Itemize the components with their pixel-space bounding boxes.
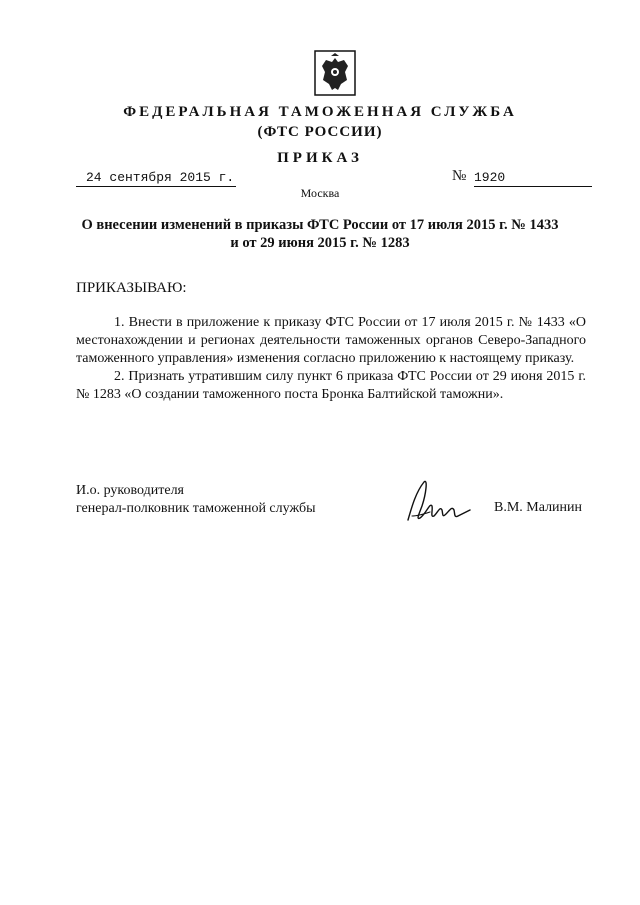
handwritten-signature-icon bbox=[402, 476, 474, 528]
document-city: Москва bbox=[300, 186, 340, 200]
number-sign: № bbox=[452, 168, 467, 184]
title-line-1: О внесении изменений в приказы ФТС России от 17 июля 2015 г. № 1433 bbox=[81, 217, 559, 233]
paragraph-2: 2. Признать утратившим силу пункт 6 приказа ФТС России от 29 июня 2015 г. № 1283 «О создании таможенного поста Бронка Балтийской таможни». bbox=[76, 369, 586, 402]
position-line-2: генерал-полковник таможенной службы bbox=[76, 501, 316, 516]
agency-abbreviation: (ФТС РОССИИ) bbox=[257, 124, 383, 140]
signatory-name: В.М. Малинин bbox=[494, 500, 583, 515]
document-number-field bbox=[452, 168, 592, 186]
coat-of-arms-icon bbox=[314, 50, 356, 96]
title-line-2: и от 29 июня 2015 г. № 1283 bbox=[230, 235, 410, 251]
agency-name: ФЕДЕРАЛЬНАЯ ТАМОЖЕННАЯ СЛУЖБА bbox=[123, 104, 517, 120]
document-body bbox=[76, 314, 586, 404]
document-type: ПРИКАЗ bbox=[277, 150, 363, 166]
document-title bbox=[60, 216, 580, 252]
orders-heading: ПРИКАЗЫВАЮ: bbox=[76, 280, 187, 296]
document-number: 1920 bbox=[474, 170, 592, 187]
position-line-1: И.о. руководителя bbox=[76, 483, 185, 498]
paragraph-1: 1. Внести в приложение к приказу ФТС России от 17 июля 2015 г. № 1433 «О местонахождении и регионах деятельности таможенных органов Северо-Западного таможенного управления» изменения согласно приложению к настоящему приказу. bbox=[76, 315, 586, 366]
signatory-position bbox=[76, 482, 315, 518]
document-date: 24 сентября 2015 г. bbox=[76, 170, 236, 187]
